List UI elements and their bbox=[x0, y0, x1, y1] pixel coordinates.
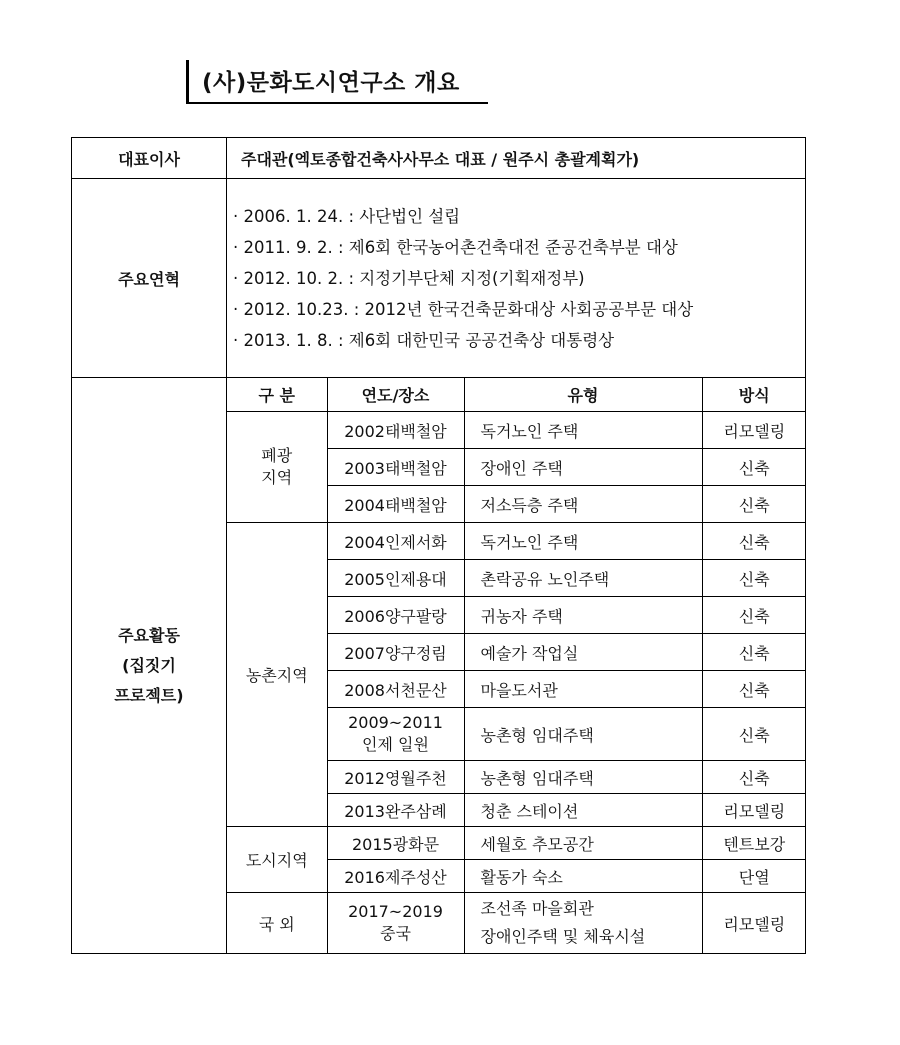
header-region: 구 분 bbox=[227, 378, 327, 412]
overview-table bbox=[71, 137, 806, 954]
method: 리모델링 bbox=[702, 794, 806, 827]
method: 신축 bbox=[702, 671, 806, 708]
year-place: 2002태백철암 bbox=[327, 412, 464, 449]
title-block bbox=[186, 60, 488, 104]
activities-row bbox=[72, 378, 806, 954]
header-type: 유형 bbox=[464, 378, 702, 412]
region-urban: 도시지역 bbox=[227, 827, 327, 893]
project-type: 조선족 마을회관 장애인주택 및 체육시설 bbox=[464, 893, 702, 954]
table-row bbox=[227, 523, 806, 560]
year-place: 2004태백철암 bbox=[327, 486, 464, 523]
method: 텐트보강 bbox=[702, 827, 806, 860]
activities-cell bbox=[227, 378, 806, 954]
year-place: 2004인제서화 bbox=[327, 523, 464, 560]
header-method: 방식 bbox=[702, 378, 806, 412]
project-type: 귀농자 주택 bbox=[464, 597, 702, 634]
year-place: 2007양구정림 bbox=[327, 634, 464, 671]
history-label: 주요연혁 bbox=[72, 179, 227, 378]
method: 신축 bbox=[702, 523, 806, 560]
activities-table bbox=[227, 378, 806, 953]
page-title: (사)문화도시연구소 개요 bbox=[202, 70, 460, 96]
history-item: · 2006. 1. 24. : 사단법인 설립 bbox=[233, 206, 461, 226]
project-type: 세월호 추모공간 bbox=[464, 827, 702, 860]
year-place: 2005인제용대 bbox=[327, 560, 464, 597]
method: 단열 bbox=[702, 860, 806, 893]
ceo-row bbox=[72, 138, 806, 179]
year-place: 2003태백철암 bbox=[327, 449, 464, 486]
table-row bbox=[227, 827, 806, 860]
method: 신축 bbox=[702, 597, 806, 634]
year-place: 2006양구팔랑 bbox=[327, 597, 464, 634]
region-mining: 폐광 지역 bbox=[227, 412, 327, 523]
year-place: 2017~2019 중국 bbox=[327, 893, 464, 954]
year-place: 2012영월주천 bbox=[327, 761, 464, 794]
ceo-value: 주대관(엑토종합건축사사무소 대표 / 원주시 총괄계획가) bbox=[227, 138, 806, 179]
project-type: 저소득층 주택 bbox=[464, 486, 702, 523]
region-rural: 농촌지역 bbox=[227, 523, 327, 827]
activities-label: 주요활동 (집짓기 프로젝트) bbox=[72, 378, 227, 954]
history-item: · 2012. 10.23. : 2012년 한국건축문화대상 사회공공부문 대상 bbox=[233, 299, 694, 319]
history-item: · 2012. 10. 2. : 지정기부단체 지정(기획재정부) bbox=[233, 268, 585, 288]
title-underline bbox=[186, 102, 488, 104]
history-list bbox=[227, 179, 806, 378]
project-type: 농촌형 임대주택 bbox=[464, 761, 702, 794]
table-row bbox=[227, 412, 806, 449]
method: 신축 bbox=[702, 449, 806, 486]
project-type: 활동가 숙소 bbox=[464, 860, 702, 893]
method: 리모델링 bbox=[702, 412, 806, 449]
history-item: · 2011. 9. 2. : 제6회 한국농어촌건축대전 준공건축부분 대상 bbox=[233, 237, 678, 257]
header-year-place: 연도/장소 bbox=[327, 378, 464, 412]
ceo-label: 대표이사 bbox=[72, 138, 227, 179]
method: 신축 bbox=[702, 560, 806, 597]
project-type: 청춘 스테이션 bbox=[464, 794, 702, 827]
project-type: 예술가 작업실 bbox=[464, 634, 702, 671]
method: 신축 bbox=[702, 708, 806, 761]
year-place: 2008서천문산 bbox=[327, 671, 464, 708]
project-type: 독거노인 주택 bbox=[464, 412, 702, 449]
activities-header bbox=[227, 378, 806, 412]
method: 신축 bbox=[702, 486, 806, 523]
method: 리모델링 bbox=[702, 893, 806, 954]
year-place: 2013완주삼례 bbox=[327, 794, 464, 827]
year-place: 2009~2011 인제 일원 bbox=[327, 708, 464, 761]
project-type: 독거노인 주택 bbox=[464, 523, 702, 560]
history-row bbox=[72, 179, 806, 378]
method: 신축 bbox=[702, 761, 806, 794]
history-item: · 2013. 1. 8. : 제6회 대한민국 공공건축상 대통령상 bbox=[233, 330, 615, 350]
method: 신축 bbox=[702, 634, 806, 671]
title-left-rule bbox=[186, 60, 189, 104]
project-type: 농촌형 임대주택 bbox=[464, 708, 702, 761]
project-type: 마을도서관 bbox=[464, 671, 702, 708]
project-type: 장애인 주택 bbox=[464, 449, 702, 486]
year-place: 2016제주성산 bbox=[327, 860, 464, 893]
project-type: 촌락공유 노인주택 bbox=[464, 560, 702, 597]
year-place: 2015광화문 bbox=[327, 827, 464, 860]
region-overseas: 국 외 bbox=[227, 893, 327, 954]
table-row bbox=[227, 893, 806, 954]
